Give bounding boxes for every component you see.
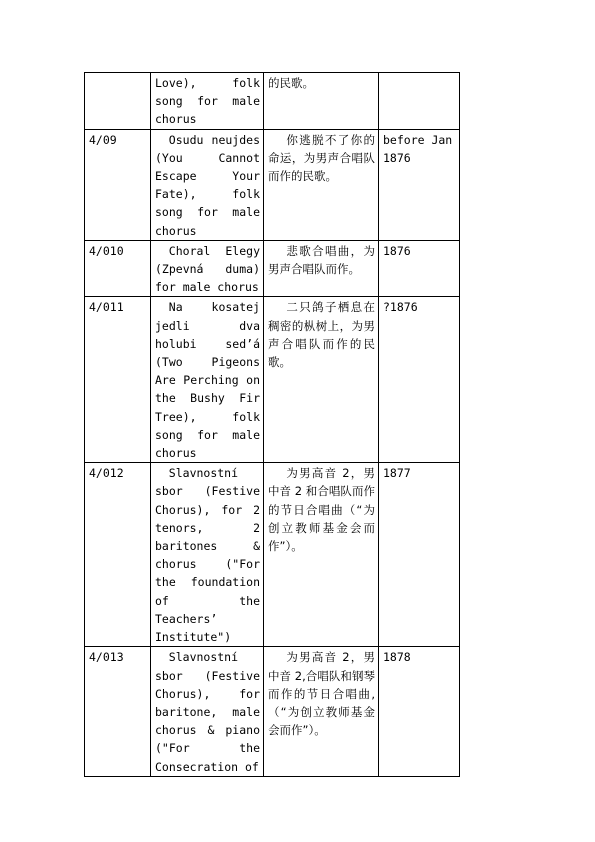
chinese-description: 你逃脱不了你的命运，为男声合唱队而作的民歌。	[264, 129, 379, 240]
work-title: Osudu neujdes (You Cannot Escape Your Fate), folk song for male chorus	[151, 129, 264, 240]
work-date	[379, 73, 460, 130]
work-date: 1876	[379, 240, 460, 297]
chinese-description: 二只鸽子栖息在稠密的枞树上，为男声合唱队而作的民歌。	[264, 297, 379, 463]
work-number: 4/012	[85, 463, 151, 647]
chinese-description: 为男高音 2，男中音 2,合唱队和钢琴而作的节日合唱曲,（“为创立教师基金会而作”）。	[264, 647, 379, 776]
work-number: 4/09	[85, 129, 151, 240]
work-number: 4/011	[85, 297, 151, 463]
work-title: Slavnostní sbor (Festive Chorus), for 2 tenors, 2 baritones & chorus ("For the foundation of the Teachers’ Institute")	[151, 463, 264, 647]
chinese-description: 的民歌。	[264, 73, 379, 130]
work-title: Love), folk song for male chorus	[151, 73, 264, 130]
table-row	[85, 463, 460, 647]
works-table	[84, 72, 460, 777]
work-title: Na kosatej jedli dva holubi sed’á (Two Pigeons Are Perching on the Bushy Fir Tree), folk song for male chorus	[151, 297, 264, 463]
work-date: 1878	[379, 647, 460, 776]
table-row	[85, 647, 460, 776]
table-row	[85, 240, 460, 297]
table-row	[85, 73, 460, 130]
work-number: 4/013	[85, 647, 151, 776]
table-row	[85, 129, 460, 240]
work-number: 4/010	[85, 240, 151, 297]
chinese-description: 悲歌合唱曲，为男声合唱队而作。	[264, 240, 379, 297]
chinese-description: 为男高音 2，男中音 2 和合唱队而作的节日合唱曲（“为创立教师基金会而作”）。	[264, 463, 379, 647]
work-title: Slavnostní sbor (Festive Chorus), for baritone, male chorus & piano ("For the Consecration of	[151, 647, 264, 776]
work-number	[85, 73, 151, 130]
work-date: before Jan 1876	[379, 129, 460, 240]
work-title: Choral Elegy (Zpevná duma) for male chorus	[151, 240, 264, 297]
work-date: ?1876	[379, 297, 460, 463]
table-row	[85, 297, 460, 463]
work-date: 1877	[379, 463, 460, 647]
